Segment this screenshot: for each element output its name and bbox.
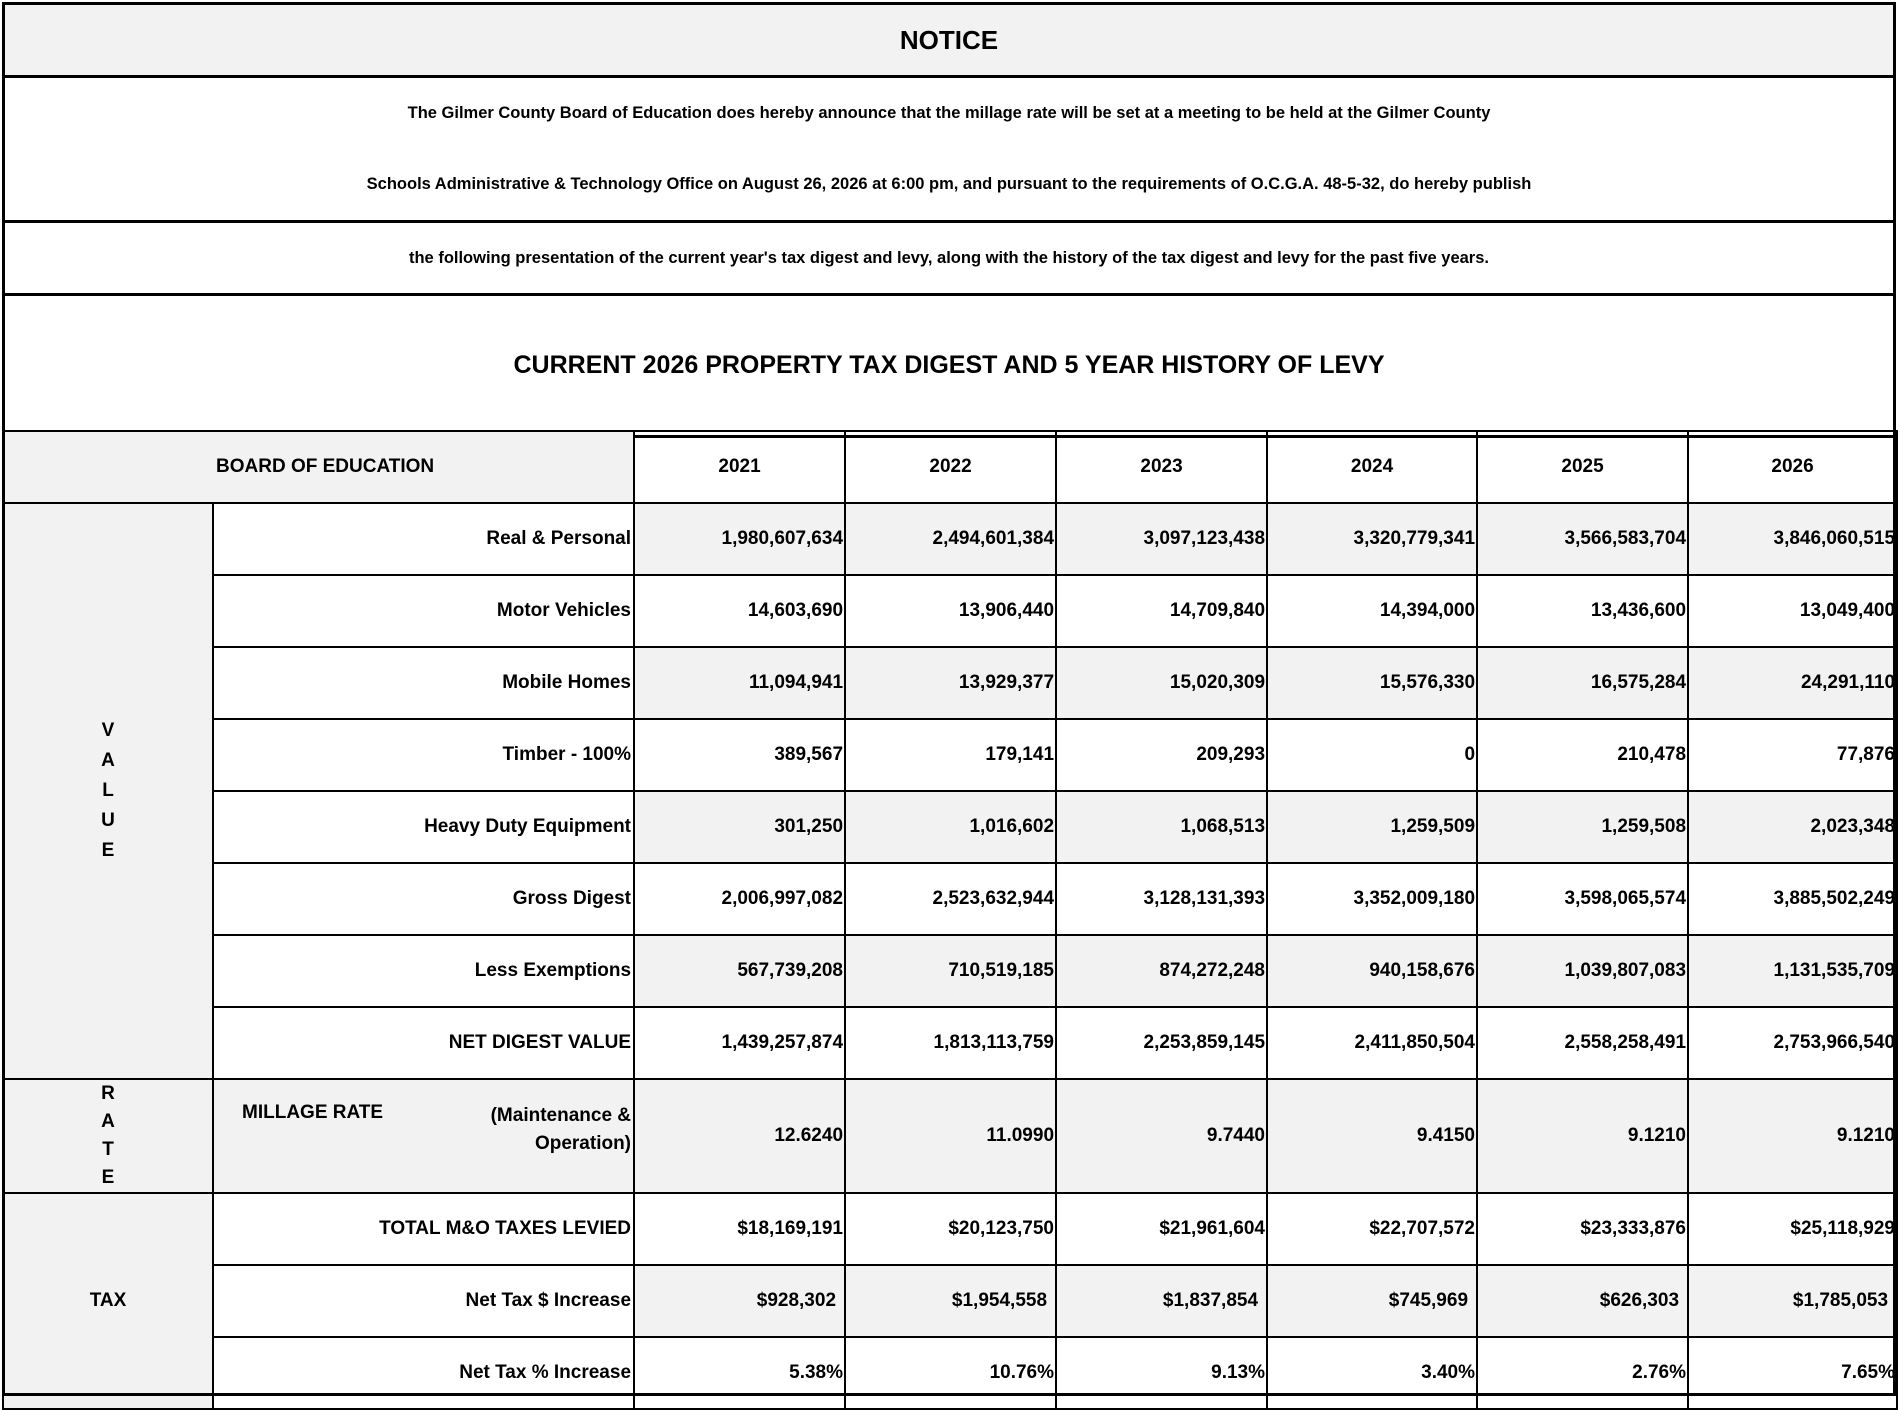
table-cell: $745,969	[1267, 1265, 1477, 1337]
table-cell: 13,906,440	[845, 575, 1056, 647]
row-label: TOTAL M&O TAXES LEVIED	[213, 1193, 634, 1265]
table-row	[3, 863, 1897, 935]
table-cell: $23,333,876	[1477, 1193, 1688, 1265]
table-cell: 13,049,400	[1688, 575, 1897, 647]
table-cell: 1,068,513	[1056, 791, 1267, 863]
table-cell: 3.40%	[1267, 1337, 1477, 1409]
value-letter: U	[101, 810, 115, 831]
table-cell: 1,259,508	[1477, 791, 1688, 863]
row-label: Less Exemptions	[213, 935, 634, 1007]
row-label: Net Tax $ Increase	[213, 1265, 634, 1337]
tax-digest-table	[2, 430, 1898, 1410]
rate-letter: E	[101, 1167, 115, 1188]
table-row	[3, 791, 1897, 863]
table-cell: 3,320,779,341	[1267, 503, 1477, 575]
table-cell: 1,259,509	[1267, 791, 1477, 863]
table-cell: 301,250	[634, 791, 845, 863]
table-header-row	[3, 431, 1897, 503]
millage-sublabel-line: (Maintenance &	[490, 1105, 632, 1126]
table-row	[3, 1337, 1897, 1409]
table-cell: 13,436,600	[1477, 575, 1688, 647]
row-label: Gross Digest	[213, 863, 634, 935]
table-cell: $928,302	[634, 1265, 845, 1337]
notice-line-1: The Gilmer County Board of Education does hereby announce that the millage rate will be set at a meeting to be held at the Gilmer County	[407, 104, 1491, 122]
value-group-label	[3, 503, 213, 1079]
rate-letter: R	[101, 1083, 115, 1104]
row-label: Heavy Duty Equipment	[213, 791, 634, 863]
table-row	[3, 575, 1897, 647]
table-cell: 2,006,997,082	[634, 863, 845, 935]
row-label: Real & Personal	[213, 503, 634, 575]
table-cell: 3,885,502,249	[1688, 863, 1897, 935]
table-cell: 13,929,377	[845, 647, 1056, 719]
millage-rate-label: MILLAGE RATE	[242, 1102, 384, 1123]
table-cell: 3,566,583,704	[1477, 503, 1688, 575]
table-cell: 2,253,859,145	[1056, 1007, 1267, 1079]
table-cell: 11.0990	[845, 1079, 1056, 1193]
table-row	[3, 719, 1897, 791]
table-cell: 14,709,840	[1056, 575, 1267, 647]
table-cell: 3,846,060,515	[1688, 503, 1897, 575]
rate-group-label	[3, 1079, 213, 1193]
table-row	[3, 1007, 1897, 1079]
table-cell: 77,876	[1688, 719, 1897, 791]
table-cell: 1,016,602	[845, 791, 1056, 863]
table-cell: 2,753,966,540	[1688, 1007, 1897, 1079]
table-cell: $1,954,558	[845, 1265, 1056, 1337]
table-cell: 9.13%	[1056, 1337, 1267, 1409]
table-cell: 12.6240	[634, 1079, 845, 1193]
table-cell: 0	[1267, 719, 1477, 791]
rate-vertical-text	[101, 1080, 115, 1192]
table-cell: $21,961,604	[1056, 1193, 1267, 1265]
notice-title: NOTICE	[5, 5, 1893, 78]
tax-group-label: TAX	[3, 1193, 213, 1409]
table-row	[3, 1079, 1897, 1193]
row-label: NET DIGEST VALUE	[213, 1007, 634, 1079]
rate-letter: T	[102, 1139, 114, 1160]
table-row	[3, 935, 1897, 1007]
year-header: 2025	[1477, 431, 1688, 503]
millage-rate-sublabel	[491, 1102, 631, 1158]
value-letter: V	[101, 720, 115, 741]
notice-paragraph	[5, 78, 1893, 223]
table-cell: 24,291,110	[1688, 647, 1897, 719]
year-header: 2024	[1267, 431, 1477, 503]
table-cell: 14,603,690	[634, 575, 845, 647]
table-cell: 14,394,000	[1267, 575, 1477, 647]
table-cell: 7.65%	[1688, 1337, 1897, 1409]
table-cell: 15,576,330	[1267, 647, 1477, 719]
table-cell: 9.4150	[1267, 1079, 1477, 1193]
value-letter: L	[102, 780, 114, 801]
rate-letter: A	[101, 1111, 115, 1132]
row-label: Timber - 100%	[213, 719, 634, 791]
table-cell: 3,598,065,574	[1477, 863, 1688, 935]
table-cell: 2,023,348	[1688, 791, 1897, 863]
table-cell: 2,558,258,491	[1477, 1007, 1688, 1079]
row-label: Mobile Homes	[213, 647, 634, 719]
year-header: 2022	[845, 431, 1056, 503]
table-cell: 10.76%	[845, 1337, 1056, 1409]
table-cell: 874,272,248	[1056, 935, 1267, 1007]
table-cell: $1,837,854	[1056, 1265, 1267, 1337]
table-cell: 9.7440	[1056, 1079, 1267, 1193]
notice-line-2: Schools Administrative & Technology Office on August 26, 2026 at 6:00 pm, and pursuant to the requirements of O.C.G.A. 48-5-32, do hereby publish	[366, 175, 1532, 193]
table-cell: 11,094,941	[634, 647, 845, 719]
table-cell: 940,158,676	[1267, 935, 1477, 1007]
board-of-education-header: BOARD OF EDUCATION	[3, 431, 634, 503]
table-cell: 3,128,131,393	[1056, 863, 1267, 935]
table-cell: 2,523,632,944	[845, 863, 1056, 935]
table-cell: 2.76%	[1477, 1337, 1688, 1409]
table-cell: 1,813,113,759	[845, 1007, 1056, 1079]
table-cell: 9.1210	[1688, 1079, 1897, 1193]
value-letter: E	[101, 840, 115, 861]
table-cell: 1,980,607,634	[634, 503, 845, 575]
table-cell: 3,352,009,180	[1267, 863, 1477, 935]
year-header: 2023	[1056, 431, 1267, 503]
table-cell: $1,785,053	[1688, 1265, 1897, 1337]
table-row	[3, 1193, 1897, 1265]
table-cell: 210,478	[1477, 719, 1688, 791]
table-cell: $18,169,191	[634, 1193, 845, 1265]
notice-line-3: the following presentation of the current year's tax digest and levy, along with the history of the tax digest and levy for the past five years.	[5, 223, 1893, 296]
table-cell: 9.1210	[1477, 1079, 1688, 1193]
table-cell: 1,439,257,874	[634, 1007, 845, 1079]
value-vertical-text	[101, 716, 115, 866]
table-cell: 3,097,123,438	[1056, 503, 1267, 575]
table-cell: 2,411,850,504	[1267, 1007, 1477, 1079]
table-row	[3, 1265, 1897, 1337]
table-cell: 1,039,807,083	[1477, 935, 1688, 1007]
millage-sublabel-line: Operation)	[534, 1133, 632, 1154]
table-row	[3, 647, 1897, 719]
table-cell: 567,739,208	[634, 935, 845, 1007]
row-label: Motor Vehicles	[213, 575, 634, 647]
table-cell: 389,567	[634, 719, 845, 791]
table-cell: $20,123,750	[845, 1193, 1056, 1265]
millage-rate-label-cell	[213, 1079, 634, 1193]
table-cell: 179,141	[845, 719, 1056, 791]
table-cell: 2,494,601,384	[845, 503, 1056, 575]
digest-title: CURRENT 2026 PROPERTY TAX DIGEST AND 5 YEAR HISTORY OF LEVY	[5, 296, 1893, 438]
table-cell: 16,575,284	[1477, 647, 1688, 719]
table-cell: 5.38%	[634, 1337, 845, 1409]
table-row	[3, 503, 1897, 575]
notice-header	[2, 2, 1896, 438]
year-header: 2021	[634, 431, 845, 503]
table-cell: 1,131,535,709	[1688, 935, 1897, 1007]
table-cell: $25,118,929	[1688, 1193, 1897, 1265]
table-cell: $626,303	[1477, 1265, 1688, 1337]
table-cell: 15,020,309	[1056, 647, 1267, 719]
table-cell: $22,707,572	[1267, 1193, 1477, 1265]
row-label: Net Tax % Increase	[213, 1337, 634, 1409]
value-letter: A	[101, 750, 115, 771]
table-cell: 710,519,185	[845, 935, 1056, 1007]
year-header: 2026	[1688, 431, 1897, 503]
table-cell: 209,293	[1056, 719, 1267, 791]
